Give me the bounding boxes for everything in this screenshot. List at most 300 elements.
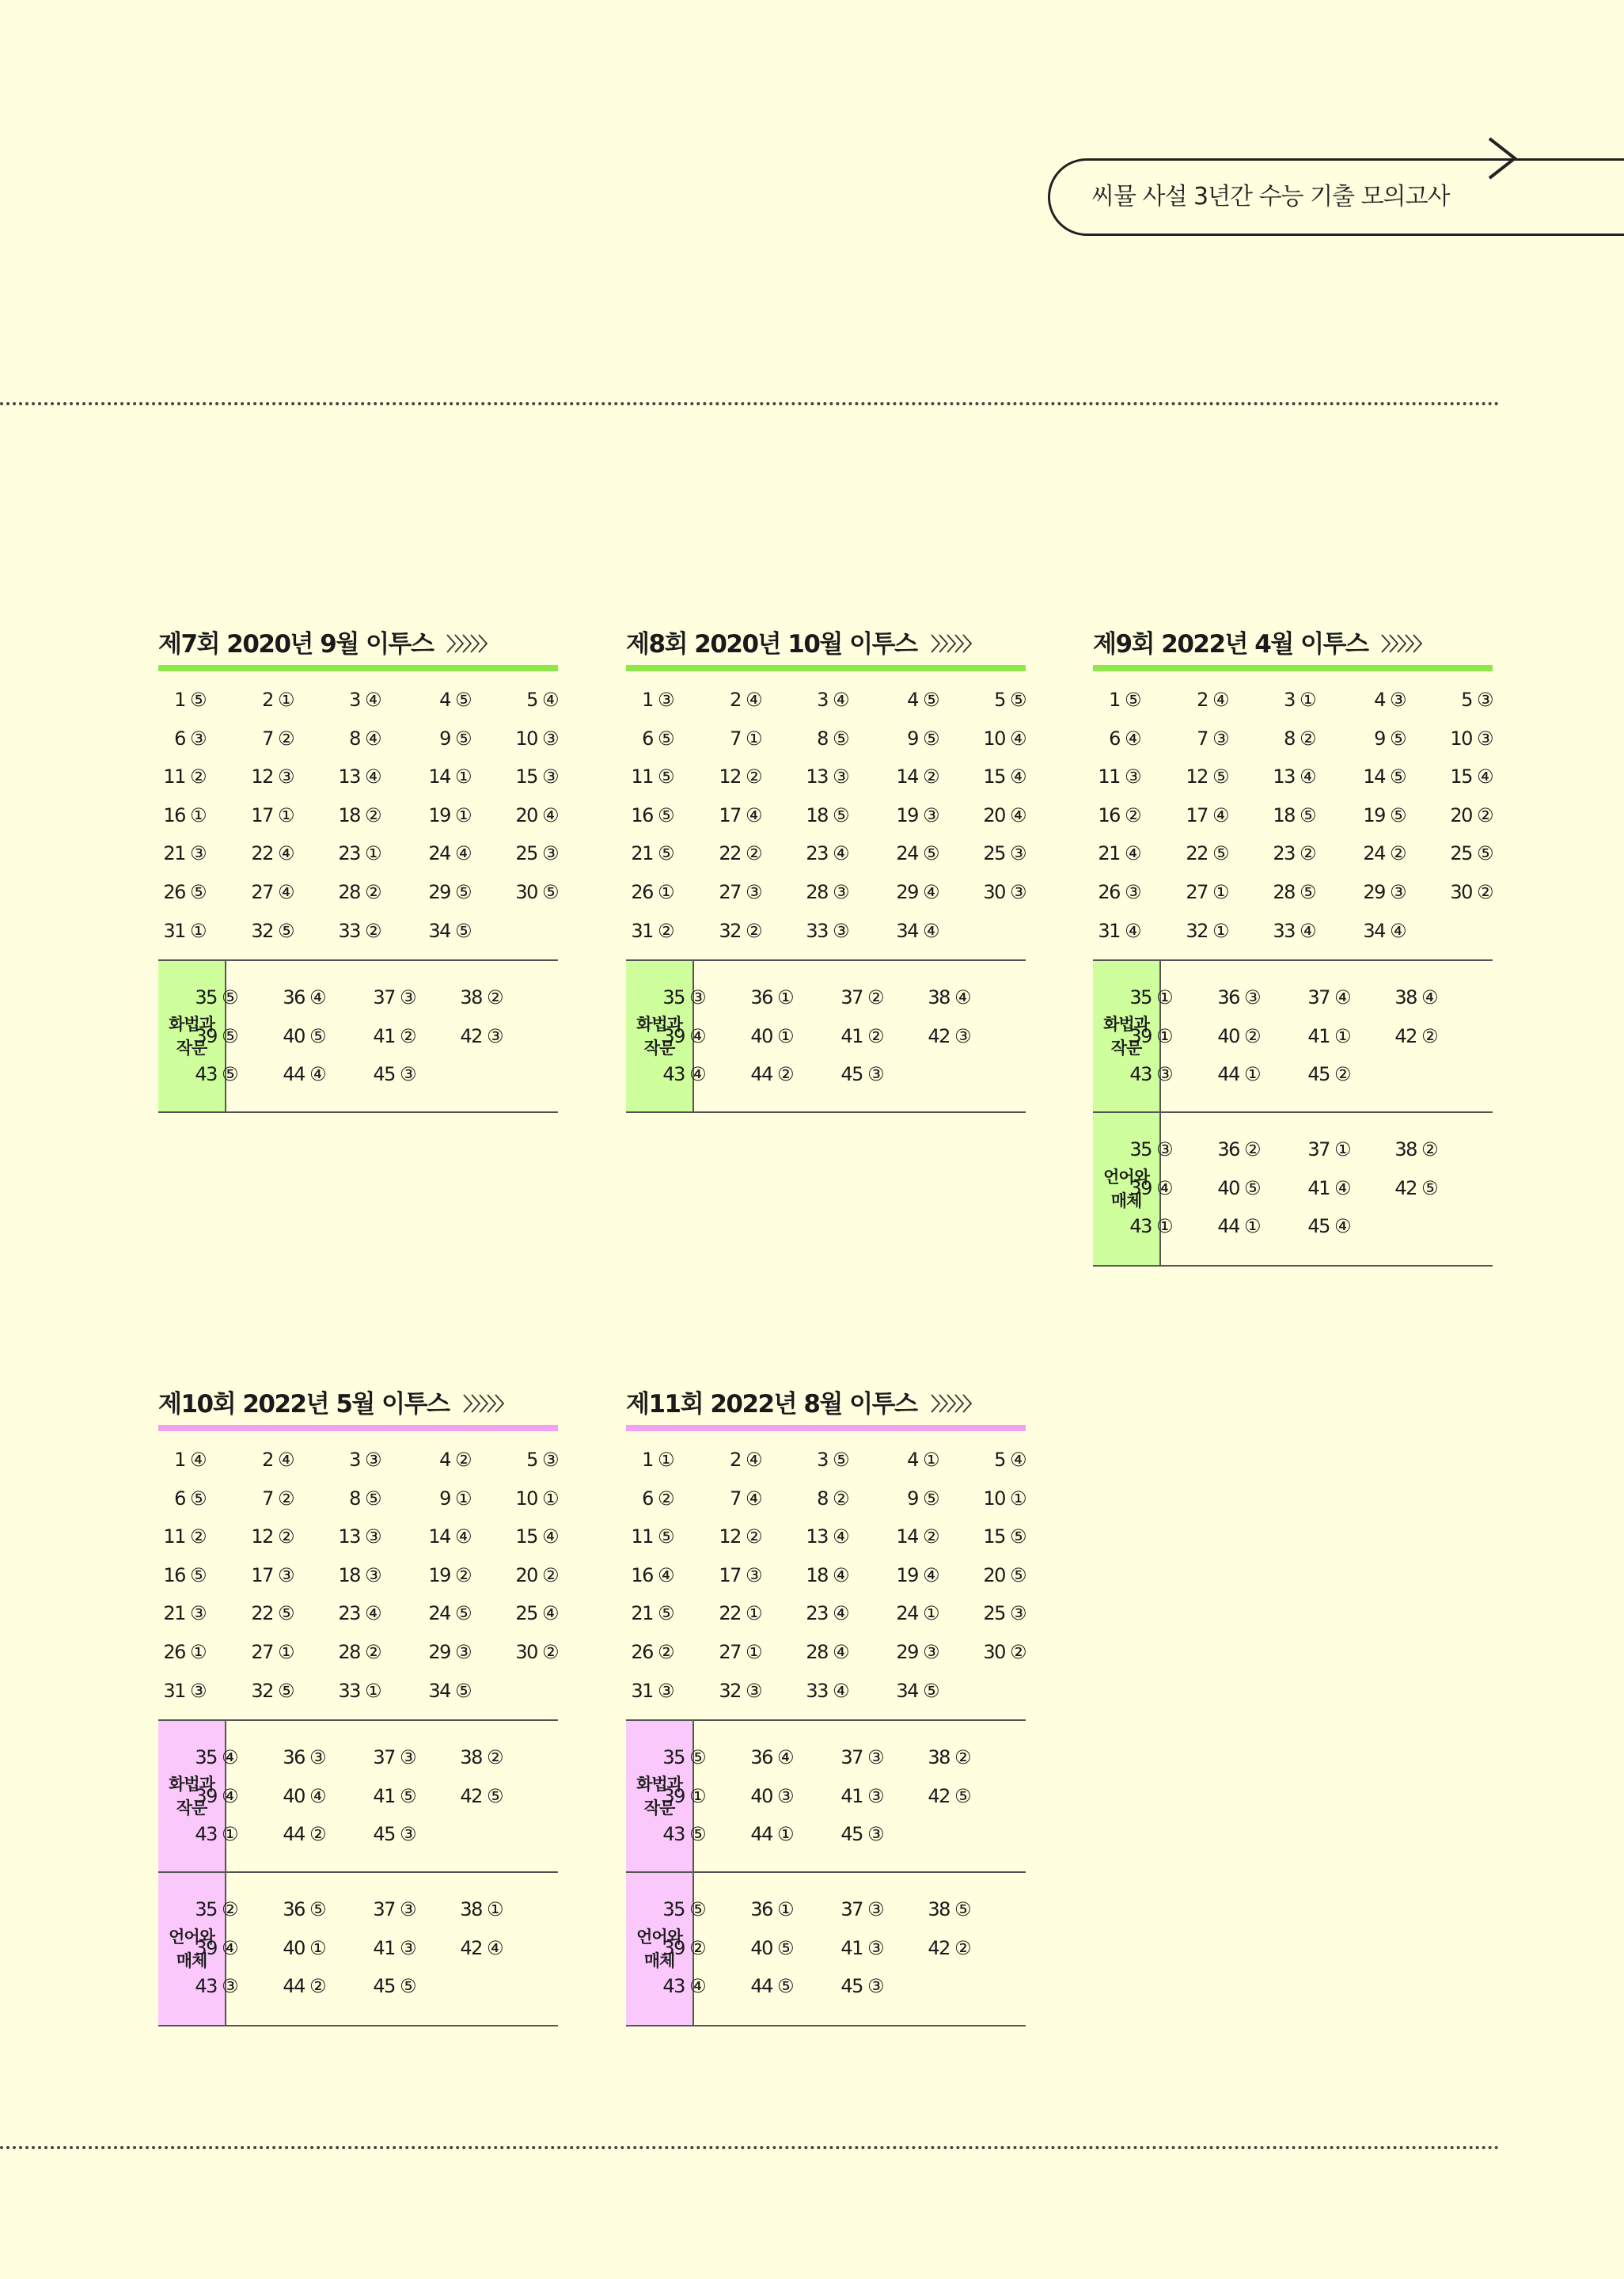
answer-item: 37 ③ — [373, 986, 415, 1009]
answer-row — [626, 1815, 1026, 1854]
answer-item: 25 ③ — [983, 842, 1026, 865]
elective-answers — [1093, 978, 1493, 1094]
answer-item: 22 ⑤ — [1186, 842, 1228, 865]
answer-item: 2 ④ — [730, 1449, 761, 1471]
answer-row — [158, 796, 558, 835]
answer-item: 13 ③ — [338, 1525, 381, 1548]
answer-item: 39 ④ — [195, 1936, 237, 1959]
answer-item: 3 ③ — [349, 1449, 381, 1471]
answer-item: 44 ⑤ — [750, 1975, 793, 1998]
common-answers — [626, 681, 1026, 950]
block-title-rule — [1093, 665, 1493, 671]
answer-item: 19 ⑤ — [1363, 803, 1406, 826]
answer-row — [626, 873, 1026, 912]
answer-item: 43 ③ — [195, 1975, 237, 1998]
answer-item: 23 ① — [338, 842, 381, 865]
answer-item: 44 ② — [283, 1975, 325, 1998]
answer-item: 21 ⑤ — [631, 1602, 674, 1625]
answer-item: 4 ③ — [1374, 689, 1406, 711]
answer-item: 42 ④ — [460, 1936, 503, 1959]
answer-item: 34 ④ — [896, 919, 939, 942]
answer-item: 17 ① — [251, 803, 294, 826]
answer-row — [158, 1929, 558, 1968]
chevrons-right-icon — [1379, 632, 1426, 655]
answer-item: 35 ③ — [662, 986, 705, 1009]
answer-item: 24 ① — [896, 1602, 939, 1625]
elective-section — [158, 959, 558, 1113]
answer-item: 44 ② — [750, 1063, 793, 1086]
answer-item: 45 ③ — [840, 1823, 883, 1846]
answer-item: 17 ④ — [719, 803, 761, 826]
answer-item: 42 ③ — [460, 1024, 503, 1047]
answer-row — [626, 1777, 1026, 1816]
common-answers — [1093, 681, 1493, 950]
answer-item: 6 ⑤ — [642, 727, 674, 750]
elective-label-text: 언어와 매체 — [169, 1928, 214, 1971]
answer-item: 17 ④ — [1186, 803, 1228, 826]
common-answers — [626, 1441, 1026, 1710]
answer-row — [626, 1441, 1026, 1479]
answer-item: 10 ① — [515, 1487, 558, 1510]
answer-item: 45 ③ — [373, 1823, 415, 1846]
answer-row — [626, 1738, 1026, 1777]
answer-item: 12 ② — [251, 1525, 294, 1548]
block-title-rule — [158, 665, 558, 671]
answer-row — [626, 796, 1026, 835]
answer-item: 3 ④ — [817, 689, 848, 711]
answer-item: 34 ⑤ — [896, 1679, 939, 1702]
answer-item: 23 ② — [1273, 842, 1315, 865]
elective-section — [158, 1719, 558, 1873]
answer-item: 21 ⑤ — [631, 842, 674, 865]
answer-item: 31 ③ — [631, 1679, 674, 1702]
answer-row — [1093, 834, 1493, 873]
answer-item: 19 ② — [428, 1563, 471, 1586]
answer-item: 40 ① — [283, 1936, 325, 1959]
answer-item: 27 ④ — [251, 880, 294, 903]
answer-item: 26 ③ — [1098, 880, 1140, 903]
answer-item: 44 ④ — [283, 1063, 325, 1086]
answer-item: 20 ② — [1450, 803, 1493, 826]
answer-row — [1093, 1130, 1493, 1169]
answer-item: 9 ⑤ — [439, 727, 471, 750]
answer-item: 34 ⑤ — [428, 1679, 471, 1702]
answer-item: 45 ③ — [373, 1063, 415, 1086]
answer-item: 28 ④ — [806, 1640, 848, 1663]
answer-item: 7 ① — [730, 727, 761, 750]
answer-item: 36 ⑤ — [283, 1898, 325, 1921]
answer-row — [626, 1967, 1026, 2006]
answer-item: 8 ⑤ — [817, 727, 848, 750]
answer-item: 7 ③ — [1197, 727, 1228, 750]
answer-item: 34 ⑤ — [428, 919, 471, 942]
answer-item: 32 ⑤ — [251, 1679, 294, 1702]
answer-item: 29 ④ — [896, 880, 939, 903]
answer-row — [158, 912, 558, 951]
answer-item: 22 ① — [719, 1602, 761, 1625]
block-title-rule — [158, 1425, 558, 1431]
elective-section — [626, 1719, 1026, 1873]
answer-item: 38 ④ — [928, 986, 970, 1009]
answer-item: 43 ④ — [662, 1063, 705, 1086]
answer-item: 1 ① — [642, 1449, 674, 1471]
answer-item: 26 ⑤ — [163, 880, 206, 903]
answer-item: 32 ⑤ — [251, 919, 294, 942]
answer-item: 31 ① — [163, 919, 206, 942]
answer-row — [626, 978, 1026, 1017]
answer-item: 2 ④ — [262, 1449, 294, 1471]
answer-row — [158, 1738, 558, 1777]
answer-item: 25 ③ — [983, 1602, 1026, 1625]
answer-item: 42 ② — [1394, 1024, 1437, 1047]
answer-item: 23 ④ — [338, 1602, 381, 1625]
answer-item: 45 ③ — [840, 1975, 883, 1998]
answer-item: 38 ② — [460, 1746, 503, 1769]
answer-item: 40 ① — [750, 1024, 793, 1047]
answer-item: 18 ④ — [806, 1563, 848, 1586]
answer-item: 40 ② — [1217, 1024, 1260, 1047]
answer-item: 30 ② — [515, 1640, 558, 1663]
answer-item: 31 ③ — [163, 1679, 206, 1702]
answer-item: 13 ④ — [338, 765, 381, 788]
answer-row — [158, 1479, 558, 1518]
answer-item: 45 ⑤ — [373, 1975, 415, 1998]
answer-item: 17 ③ — [251, 1563, 294, 1586]
answer-item: 38 ⑤ — [928, 1898, 970, 1921]
answer-item: 10 ① — [983, 1487, 1026, 1510]
answer-item: 11 ② — [163, 765, 206, 788]
answer-item: 29 ⑤ — [428, 880, 471, 903]
answer-item: 33 ④ — [806, 1679, 848, 1702]
chevrons-right-icon — [444, 632, 491, 655]
answer-item: 15 ④ — [983, 765, 1026, 788]
answer-item: 36 ① — [750, 986, 793, 1009]
elective-section — [1093, 1113, 1493, 1267]
answer-item: 17 ③ — [719, 1563, 761, 1586]
answer-row — [158, 978, 558, 1017]
answer-item: 12 ⑤ — [1186, 765, 1228, 788]
answer-row — [1093, 1169, 1493, 1208]
answer-item: 14 ② — [896, 1525, 939, 1548]
answer-item: 22 ② — [719, 842, 761, 865]
answer-item: 11 ② — [163, 1525, 206, 1548]
answer-item: 35 ⑤ — [662, 1746, 705, 1769]
answer-item: 1 ③ — [642, 689, 674, 711]
answer-item: 10 ③ — [1450, 727, 1493, 750]
elective-answers — [626, 978, 1026, 1094]
elective-label-text: 언어와 매체 — [636, 1928, 682, 1971]
answer-item: 7 ② — [262, 727, 294, 750]
answer-item: 32 ① — [1186, 919, 1228, 942]
answer-item: 2 ④ — [1197, 689, 1228, 711]
answer-item: 41 ② — [840, 1024, 883, 1047]
answer-item: 14 ④ — [428, 1525, 471, 1548]
block-title-text: 제10회 2022년 5월 이투스 — [158, 1390, 450, 1419]
answer-item: 9 ⑤ — [907, 727, 939, 750]
answer-item: 42 ⑤ — [928, 1784, 970, 1807]
common-answers — [158, 681, 558, 950]
answer-item: 30 ② — [983, 1640, 1026, 1663]
answer-item: 42 ⑤ — [1394, 1176, 1437, 1199]
block-title-rule — [626, 665, 1026, 671]
answer-item: 35 ⑤ — [662, 1898, 705, 1921]
answer-item: 18 ③ — [338, 1563, 381, 1586]
answer-item: 40 ③ — [750, 1784, 793, 1807]
answer-item: 42 ⑤ — [460, 1784, 503, 1807]
answer-item: 6 ② — [642, 1487, 674, 1510]
answer-item: 43 ① — [195, 1823, 237, 1846]
answer-item: 33 ① — [338, 1679, 381, 1702]
answer-item: 41 ① — [1307, 1024, 1350, 1047]
answer-row — [1093, 796, 1493, 835]
answer-row — [626, 758, 1026, 796]
answer-row — [158, 720, 558, 758]
answer-item: 16 ① — [163, 803, 206, 826]
answer-item: 6 ③ — [174, 727, 206, 750]
answer-item: 15 ④ — [1450, 765, 1493, 788]
answer-item: 6 ④ — [1109, 727, 1140, 750]
answer-item: 20 ⑤ — [983, 1563, 1026, 1586]
answer-item: 2 ④ — [730, 689, 761, 711]
answer-item: 25 ⑤ — [1450, 842, 1493, 865]
answer-item: 43 ⑤ — [195, 1063, 237, 1086]
answer-row — [1093, 873, 1493, 912]
answer-item: 20 ② — [515, 1563, 558, 1586]
answer-item: 19 ① — [428, 803, 471, 826]
block-title-text: 제9회 2022년 4월 이투스 — [1093, 630, 1368, 659]
answer-item: 35 ① — [1129, 986, 1172, 1009]
answer-item: 24 ④ — [428, 842, 471, 865]
book-title: 씨뮬 사설 3년간 수능 기출 모의고사 — [1091, 183, 1450, 211]
elective-label-text: 화법과 작문 — [169, 1015, 214, 1058]
answer-item: 36 ③ — [283, 1746, 325, 1769]
answer-item: 24 ⑤ — [428, 1602, 471, 1625]
answer-item: 33 ③ — [806, 919, 848, 942]
answer-item: 27 ① — [719, 1640, 761, 1663]
answer-item: 13 ③ — [806, 765, 848, 788]
answer-row — [1093, 681, 1493, 720]
answer-item: 16 ⑤ — [163, 1563, 206, 1586]
answer-row — [626, 834, 1026, 873]
answer-row — [158, 873, 558, 912]
answer-item: 45 ④ — [1307, 1215, 1350, 1238]
answer-item: 1 ⑤ — [174, 689, 206, 711]
block-title-rule — [626, 1425, 1026, 1431]
answer-item: 13 ④ — [1273, 765, 1315, 788]
answer-item: 19 ③ — [896, 803, 939, 826]
answer-item: 39 ① — [1129, 1024, 1172, 1047]
answer-item: 39 ④ — [1129, 1176, 1172, 1199]
answer-item: 12 ② — [719, 765, 761, 788]
answer-item: 11 ⑤ — [631, 765, 674, 788]
answer-item: 14 ① — [428, 765, 471, 788]
answer-item: 30 ③ — [983, 880, 1026, 903]
answer-row — [158, 1672, 558, 1711]
answer-item: 21 ③ — [163, 842, 206, 865]
answer-item: 9 ⑤ — [1374, 727, 1406, 750]
answer-item: 12 ③ — [251, 765, 294, 788]
answer-item: 39 ① — [662, 1784, 705, 1807]
answer-item: 37 ④ — [1307, 986, 1350, 1009]
answer-row — [158, 681, 558, 720]
answer-item: 39 ④ — [662, 1024, 705, 1047]
elective-answers — [1093, 1130, 1493, 1246]
answer-row — [626, 720, 1026, 758]
answer-item: 28 ⑤ — [1273, 880, 1315, 903]
answer-item: 35 ⑤ — [195, 986, 237, 1009]
answer-item: 28 ③ — [806, 880, 848, 903]
answer-item: 16 ⑤ — [631, 803, 674, 826]
answer-item: 20 ④ — [983, 803, 1026, 826]
answer-item: 27 ① — [251, 1640, 294, 1663]
answer-item: 22 ④ — [251, 842, 294, 865]
answer-item: 39 ② — [662, 1936, 705, 1959]
answer-row — [158, 1967, 558, 2006]
answer-item: 5 ③ — [526, 1449, 558, 1471]
answer-item: 38 ④ — [1394, 986, 1437, 1009]
answer-item: 30 ⑤ — [515, 880, 558, 903]
answer-item: 4 ① — [907, 1449, 939, 1471]
answer-item: 31 ② — [631, 919, 674, 942]
answer-row — [158, 1441, 558, 1479]
answer-item: 37 ③ — [840, 1746, 883, 1769]
answer-item: 38 ② — [1394, 1138, 1437, 1161]
answer-item: 5 ④ — [994, 1449, 1026, 1471]
answer-item: 9 ⑤ — [907, 1487, 939, 1510]
answer-row — [158, 1017, 558, 1056]
answer-row — [626, 1890, 1026, 1929]
answer-item: 44 ② — [283, 1823, 325, 1846]
answer-item: 1 ④ — [174, 1449, 206, 1471]
answer-item: 26 ② — [631, 1640, 674, 1663]
answer-item: 40 ④ — [283, 1784, 325, 1807]
answer-row — [1093, 758, 1493, 796]
elective-answers — [158, 1890, 558, 2006]
answer-item: 27 ③ — [719, 880, 761, 903]
answer-item: 33 ② — [338, 919, 381, 942]
answer-item: 26 ① — [163, 1640, 206, 1663]
answer-item: 4 ⑤ — [439, 689, 471, 711]
answer-row — [1093, 1055, 1493, 1094]
top-dotted-divider — [0, 402, 1500, 405]
answer-item: 21 ④ — [1098, 842, 1140, 865]
answer-row — [626, 1672, 1026, 1711]
answer-item: 14 ⑤ — [1363, 765, 1406, 788]
answer-item: 38 ② — [928, 1746, 970, 1769]
answer-item: 36 ③ — [1217, 986, 1260, 1009]
answer-item: 27 ① — [1186, 880, 1228, 903]
answer-item: 3 ① — [1284, 689, 1315, 711]
bottom-dotted-divider — [0, 2146, 1500, 2149]
answer-item: 35 ④ — [195, 1746, 237, 1769]
answer-item: 7 ② — [262, 1487, 294, 1510]
answer-item: 45 ③ — [840, 1063, 883, 1086]
answer-item: 39 ⑤ — [195, 1024, 237, 1047]
answer-item: 9 ① — [439, 1487, 471, 1510]
answer-item: 37 ② — [840, 986, 883, 1009]
answer-item: 21 ③ — [163, 1602, 206, 1625]
answer-item: 33 ④ — [1273, 919, 1315, 942]
answer-item: 10 ③ — [515, 727, 558, 750]
answer-item: 31 ④ — [1098, 919, 1140, 942]
answer-item: 12 ② — [719, 1525, 761, 1548]
answer-item: 18 ⑤ — [1273, 803, 1315, 826]
answer-item: 37 ③ — [840, 1898, 883, 1921]
answer-item: 14 ② — [896, 765, 939, 788]
elective-section — [158, 1873, 558, 2026]
answer-item: 28 ② — [338, 1640, 381, 1663]
answer-item: 5 ③ — [1461, 689, 1493, 711]
answer-item: 2 ① — [262, 689, 294, 711]
answer-item: 40 ⑤ — [283, 1024, 325, 1047]
answer-row — [158, 1517, 558, 1556]
answer-item: 16 ④ — [631, 1563, 674, 1586]
answer-row — [626, 912, 1026, 951]
answer-item: 8 ② — [817, 1487, 848, 1510]
answer-row — [1093, 1207, 1493, 1246]
answer-row — [158, 1055, 558, 1094]
elective-label-text: 화법과 작문 — [169, 1775, 214, 1818]
answer-item: 18 ② — [338, 803, 381, 826]
answer-item: 41 ③ — [373, 1936, 415, 1959]
answer-item: 6 ⑤ — [174, 1487, 206, 1510]
answer-item: 19 ④ — [896, 1563, 939, 1586]
answer-item: 43 ③ — [1129, 1063, 1172, 1086]
answer-item: 32 ② — [719, 919, 761, 942]
answer-item: 37 ③ — [373, 1898, 415, 1921]
answer-row — [1093, 720, 1493, 758]
answer-item: 41 ③ — [840, 1936, 883, 1959]
elective-label-text: 화법과 작문 — [636, 1015, 682, 1058]
answer-item: 32 ③ — [719, 1679, 761, 1702]
answer-row — [158, 1777, 558, 1816]
answer-item: 45 ② — [1307, 1063, 1350, 1086]
answer-item: 35 ③ — [1129, 1138, 1172, 1161]
answer-item: 15 ⑤ — [983, 1525, 1026, 1548]
answer-item: 15 ④ — [515, 1525, 558, 1548]
answer-item: 34 ④ — [1363, 919, 1406, 942]
answer-row — [626, 1556, 1026, 1595]
answer-item: 30 ② — [1450, 880, 1493, 903]
answer-item: 40 ⑤ — [750, 1936, 793, 1959]
answer-item: 24 ⑤ — [896, 842, 939, 865]
answer-item: 44 ① — [1217, 1063, 1260, 1086]
answer-row — [1093, 978, 1493, 1017]
answer-item: 5 ④ — [526, 689, 558, 711]
answer-item: 36 ① — [750, 1898, 793, 1921]
answer-item: 42 ② — [928, 1936, 970, 1959]
answer-item: 29 ③ — [896, 1640, 939, 1663]
answer-item: 25 ③ — [515, 842, 558, 865]
answer-item: 25 ④ — [515, 1602, 558, 1625]
elective-section — [626, 959, 1026, 1113]
answer-row — [158, 1890, 558, 1929]
answer-item: 36 ④ — [750, 1746, 793, 1769]
book-title-tag — [1048, 158, 1624, 236]
answer-item: 3 ⑤ — [817, 1449, 848, 1471]
answer-item: 5 ⑤ — [994, 689, 1026, 711]
answer-row — [626, 1479, 1026, 1518]
answer-item: 41 ④ — [1307, 1176, 1350, 1199]
answer-item: 10 ④ — [983, 727, 1026, 750]
block-title-text: 제7회 2020년 9월 이투스 — [158, 630, 434, 659]
block-title-text: 제11회 2022년 8월 이투스 — [626, 1390, 917, 1419]
answer-item: 43 ① — [1129, 1215, 1172, 1238]
answer-item: 41 ⑤ — [373, 1784, 415, 1807]
answer-item: 29 ③ — [1363, 880, 1406, 903]
answer-item: 4 ② — [439, 1449, 471, 1471]
answer-item: 42 ③ — [928, 1024, 970, 1047]
